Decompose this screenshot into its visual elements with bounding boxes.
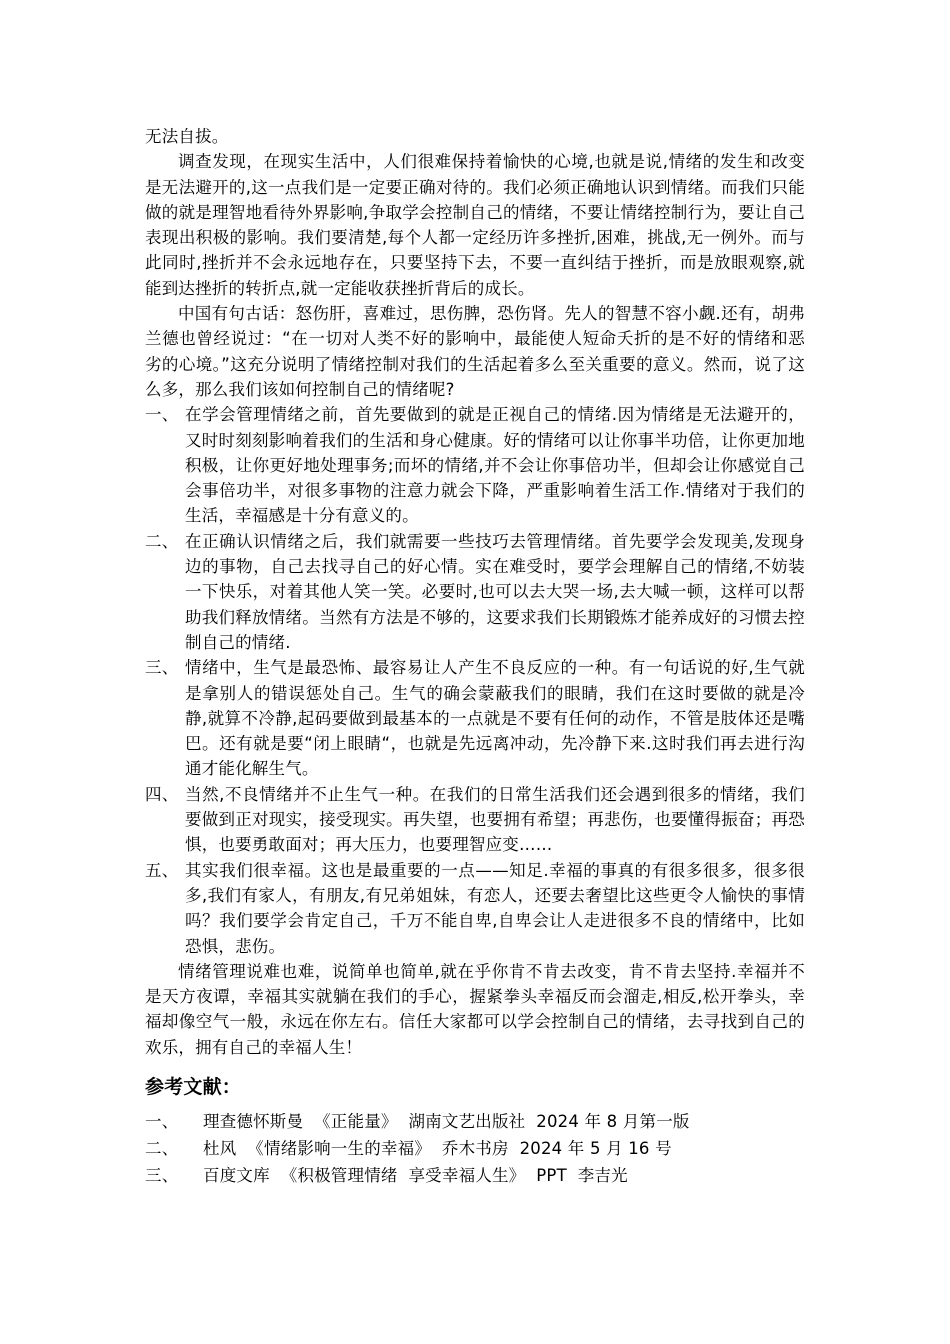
list-item [145, 858, 805, 959]
numbered-list [145, 402, 805, 959]
list-number: 五、 [145, 860, 179, 880]
list-item [145, 782, 805, 858]
list-number: 一、 [145, 405, 179, 425]
document-body [145, 124, 805, 1189]
paragraph-proverb: 中国有句古话：怒伤肝，喜难过，思伤脾，恐伤肾。先人的智慧不容小觑.还有，胡弗兰德也曾经说过：“在一切对人类不好的影响中，最能使人短命夭折的是不好的情绪和恶劣的心境。”这充分说明了情绪控制对我们的生活起着多么至关重要的意义。然而，说了这么多，那么我们该如何控制自己的情绪呢? [145, 304, 805, 399]
reference-number: 一、 [145, 1111, 179, 1131]
list-text: 在学会管理情绪之前，首先要做到的就是正视自己的情绪.因为情绪是无法避开的，又时时刻刻影响着我们的生活和身心健康。好的情绪可以让你事半功倍，让你更加地积极，让你更好地处理事务;而坏的情绪,并不会让你事倍功半，但却会让你感觉自己会事倍功半，对很多事物的注意力就会下降，严重影响着生活工作.情绪对于我们的生活，幸福感是十分有意义的。 [185, 405, 805, 526]
list-text: 其实我们很幸福。这也是最重要的一点——知足.幸福的事真的有很多很多，很多很多,我们有家人，有朋友,有兄弟姐妹，有恋人，还要去奢望比这些更令人愉快的事情吗？我们要学会肯定自己，千万不能自卑,自卑会让人走进很多不良的情绪中，比如恐惧，悲伤。 [185, 860, 805, 956]
list-number: 四、 [145, 784, 179, 804]
paragraph-survey: 调查发现，在现实生活中，人们很难保持着愉快的心境,也就是说,情绪的发生和改变是无法避开的,这一点我们是一定要正确对待的。我们必须正确地认识到情绪。而我们只能做的就是理智地看待外界影响,争取学会控制自己的情绪，不要让情绪控制行为，要让自己表现出积极的影响。我们要清楚,每个人都一定经历许多挫折,困难，挑战,无一例外。而与此同时,挫折并不会永远地存在，只要坚持下去，不要一直纠结于挫折，而是放眼观察,就能到达挫折的转折点,就一定能收获挫折背后的成长。 [145, 152, 805, 298]
references-list [145, 1108, 805, 1189]
list-item [145, 655, 805, 781]
reference-item [145, 1108, 805, 1135]
list-text: 在正确认识情绪之后，我们就需要一些技巧去管理情绪。首先要学会发现美,发现身边的事物，自己去找寻自己的好心情。实在难受时，要学会理解自己的情绪,不妨装一下快乐，对着其他人笑一笑。必要时,也可以去大哭一场,去大喊一顿，这样可以帮助我们释放情绪。当然有方法是不够的，这要求我们长期锻炼才能养成好的习惯去控制自己的情绪. [185, 531, 805, 652]
list-item [145, 529, 805, 655]
reference-text: 杜风 《情绪影响一生的幸福》 乔木书房 2024 年 5 月 16 号 [203, 1138, 672, 1158]
reference-number: 三、 [145, 1165, 179, 1185]
paragraph-continuation: 无法自拔。 [145, 127, 229, 146]
list-text: 情绪中，生气是最恐怖、最容易让人产生不良反应的一种。有一句话说的好,生气就是拿别人的错误惩处自己。生气的确会蒙蔽我们的眼睛，我们在这时要做的就是冷静,就算不冷静,起码要做到最基本的一点就是不要有任何的动作，不管是肢体还是嘴巴。还有就是要“闭上眼睛“，也就是先远离冲动，先冷静下来.这时我们再去进行沟通才能化解生气。 [185, 658, 805, 779]
reference-item [145, 1135, 805, 1162]
reference-number: 二、 [145, 1138, 179, 1158]
list-item [145, 402, 805, 528]
reference-item [145, 1162, 805, 1189]
list-number: 三、 [145, 658, 179, 678]
reference-text: 理查德怀斯曼 《正能量》 湖南文艺出版社 2024 年 8 月第一版 [203, 1111, 690, 1131]
reference-text: 百度文库 《积极管理情绪 享受幸福人生》 PPT 李吉光 [203, 1165, 628, 1185]
references-heading: 参考文献： [145, 1075, 242, 1098]
list-text: 当然,不良情绪并不止生气一种。在我们的日常生活我们还会遇到很多的情绪，我们要做到正对现实，接受现实。再失望，也要拥有希望；再悲伤，也要懂得振奋；再恐惧，也要勇敢面对；再大压力，也要理智应变…… [185, 784, 805, 855]
paragraph-closing: 情绪管理说难也难，说简单也简单,就在乎你肯不肯去改变，肯不肯去坚持.幸福并不是天方夜谭，幸福其实就躺在我们的手心，握紧拳头幸福反而会溜走,相反,松开拳头，幸福却像空气一般，永远在你左右。信任大家都可以学会控制自己的情绪，去寻找到自己的欢乐，拥有自己的幸福人生！ [145, 961, 805, 1057]
list-number: 二、 [145, 531, 179, 551]
